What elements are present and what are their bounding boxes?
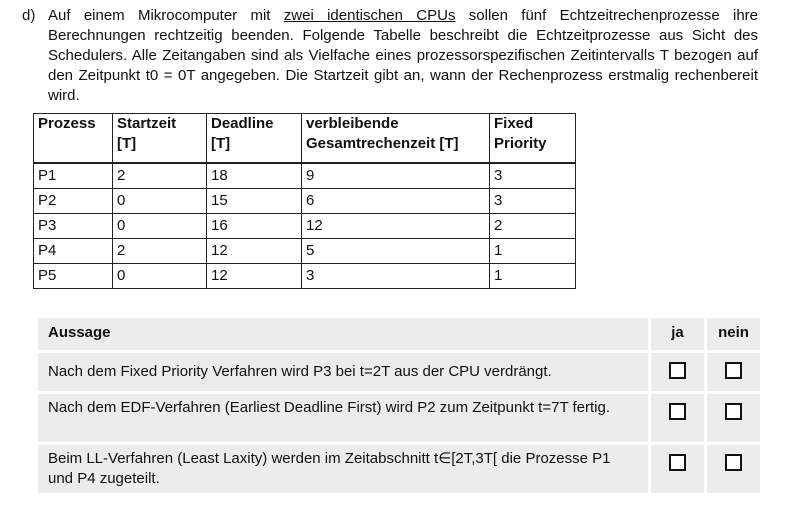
- task-label: d): [22, 7, 36, 24]
- cell-startzeit: 0: [113, 189, 207, 214]
- quiz-no-cell: [707, 445, 760, 493]
- cell-rechenzeit: 6: [302, 189, 490, 214]
- quiz-statement: Beim LL-Verfahren (Least Laxity) werden im Zeitabschnitt t∈[2T,3T[ die Prozesse P1 und P4 zugeteilt.: [38, 445, 648, 493]
- no-checkbox[interactable]: [725, 403, 742, 420]
- quiz-yes-cell: [651, 353, 704, 391]
- table-row: [34, 239, 576, 264]
- table-row: [34, 163, 576, 189]
- cell-priority: 1: [490, 239, 576, 264]
- table-row: [34, 214, 576, 239]
- cell-prozess: P1: [34, 163, 113, 189]
- task-text-before: Auf einem Mikrocomputer mit: [48, 7, 284, 24]
- cell-priority: 3: [490, 163, 576, 189]
- cell-prozess: P2: [34, 189, 113, 214]
- table-row: [34, 189, 576, 214]
- no-checkbox[interactable]: [725, 454, 742, 471]
- task-text-after: sollen fünf Echtzeitrechenprozesse ihre Berechnungen rechtzeitig beenden. Folgende Tabelle beschreibt die Echtzeitprozesse aus Sicht des Schedulers. Alle Zeitangaben sind als Vielfache eines prozessorspezifischen Zeitintervalls T bezogen auf den Zeitpunkt t0 = 0T angegeben. Die Startzeit gibt an, wann der Rechenprozess erstmalig rechenbereit wird.: [48, 7, 758, 104]
- quiz-item: [38, 353, 760, 391]
- header-prozess: Prozess: [34, 114, 113, 164]
- cell-priority: 2: [490, 214, 576, 239]
- cell-rechenzeit: 9: [302, 163, 490, 189]
- quiz-header-no: nein: [707, 318, 760, 350]
- table-row: [34, 264, 576, 289]
- process-table-header: [34, 114, 576, 164]
- quiz-statement: Nach dem Fixed Priority Verfahren wird P3 bei t=2T aus der CPU verdrängt.: [38, 353, 648, 391]
- cell-deadline: 16: [207, 214, 302, 239]
- cell-deadline: 12: [207, 239, 302, 264]
- quiz-no-cell: [707, 394, 760, 442]
- cell-prozess: P4: [34, 239, 113, 264]
- header-startzeit: Startzeit [T]: [113, 114, 207, 164]
- statement-quiz: [38, 318, 760, 496]
- cell-prozess: P5: [34, 264, 113, 289]
- header-deadline: Deadline [T]: [207, 114, 302, 164]
- cell-priority: 1: [490, 264, 576, 289]
- cell-deadline: 18: [207, 163, 302, 189]
- cell-startzeit: 2: [113, 239, 207, 264]
- quiz-no-cell: [707, 353, 760, 391]
- quiz-statement: Nach dem EDF-Verfahren (Earliest Deadline First) wird P2 zum Zeitpunkt t=7T fertig.: [38, 394, 648, 442]
- quiz-header-yes: ja: [651, 318, 704, 350]
- yes-checkbox[interactable]: [669, 454, 686, 471]
- task-text: [48, 6, 758, 106]
- quiz-header-statement: Aussage: [38, 318, 648, 350]
- cell-startzeit: 2: [113, 163, 207, 189]
- cell-rechenzeit: 3: [302, 264, 490, 289]
- quiz-item: [38, 394, 760, 442]
- cell-priority: 3: [490, 189, 576, 214]
- cell-deadline: 15: [207, 189, 302, 214]
- cell-prozess: P3: [34, 214, 113, 239]
- yes-checkbox[interactable]: [669, 362, 686, 379]
- cell-startzeit: 0: [113, 214, 207, 239]
- cell-deadline: 12: [207, 264, 302, 289]
- yes-checkbox[interactable]: [669, 403, 686, 420]
- cell-startzeit: 0: [113, 264, 207, 289]
- header-fixed-priority: Fixed Priority: [490, 114, 576, 164]
- quiz-yes-cell: [651, 394, 704, 442]
- task-text-underlined: zwei identischen CPUs: [283, 7, 456, 24]
- cell-rechenzeit: 5: [302, 239, 490, 264]
- cell-rechenzeit: 12: [302, 214, 490, 239]
- quiz-item: [38, 445, 760, 493]
- process-table: [33, 113, 576, 289]
- no-checkbox[interactable]: [725, 362, 742, 379]
- header-gesamtrechenzeit: verbleibende Gesamtrechenzeit [T]: [302, 114, 490, 164]
- quiz-header: [38, 318, 760, 350]
- quiz-yes-cell: [651, 445, 704, 493]
